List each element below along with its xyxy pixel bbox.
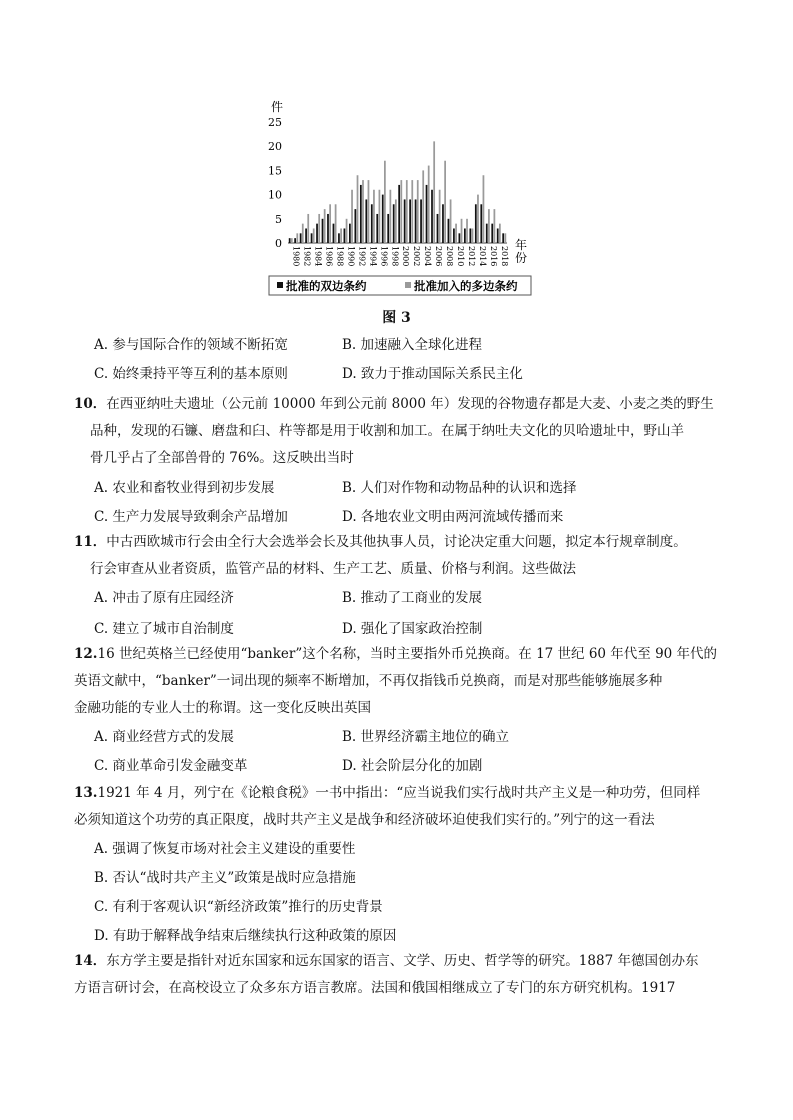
q13-option-d[interactable]: D. 有助于解释战争结束后继续执行这种政策的原因 (94, 928, 397, 944)
q9-option-a[interactable]: A. 参与国际合作的领域不断拓宽 (94, 337, 288, 353)
bar-bilateral-1988 (333, 224, 335, 243)
q10-option-d[interactable]: D. 各地农业文明由两河流域传播而来 (342, 509, 564, 525)
q10-option-a[interactable]: A. 农业和畜牧业得到初步发展 (94, 480, 275, 496)
bar-multilateral-1999 (395, 199, 397, 243)
q10-number: 10． (74, 396, 107, 412)
treaty-bar-chart (255, 95, 545, 300)
bar-multilateral-2008 (444, 161, 446, 243)
bar-bilateral-1984 (311, 233, 313, 243)
bar-multilateral-2015 (483, 175, 485, 243)
x-tick-label: 2010 (455, 246, 465, 267)
y-tick-label: 5 (275, 212, 282, 226)
x-tick-label: 1980 (291, 246, 301, 267)
bar-multilateral-1992 (357, 175, 359, 243)
bar-multilateral-1994 (368, 180, 370, 243)
bar-multilateral-1989 (340, 228, 342, 243)
q12-number: 12. (74, 646, 98, 662)
bar-bilateral-1991 (349, 224, 351, 243)
bar-bilateral-1980 (289, 238, 291, 243)
bar-multilateral-1997 (384, 161, 386, 243)
bar-multilateral-2014 (477, 195, 479, 243)
q10-stem-line2: 品种，发现的石镰、磨盘和臼、杵等都是用于收割和加工。在属于纳吐夫文化的贝哈遗址中，野山羊 (90, 423, 684, 439)
bar-bilateral-2007 (437, 214, 439, 243)
x-tick-label: 1996 (379, 246, 389, 267)
bar-bilateral-1981 (294, 238, 296, 243)
bar-multilateral-2019 (504, 233, 506, 243)
bar-multilateral-2006 (433, 141, 435, 243)
bar-multilateral-1984 (313, 228, 315, 243)
bar-bilateral-1983 (305, 228, 307, 243)
q9-option-c[interactable]: C. 始终秉持平等互利的基本原则 (94, 366, 288, 382)
x-tick-label: 2016 (488, 246, 498, 267)
bar-bilateral-2009 (448, 219, 450, 243)
x-tick-label: 2002 (412, 246, 422, 267)
bar-bilateral-2003 (415, 199, 417, 243)
bar-bilateral-1987 (327, 214, 329, 243)
question-11 (74, 529, 724, 645)
bar-multilateral-1983 (307, 214, 309, 243)
x-tick-label: 1998 (390, 246, 400, 267)
bar-multilateral-1982 (302, 224, 304, 243)
question-14 (74, 948, 724, 1002)
q10-option-b[interactable]: B. 人们对作物和动物品种的认识和选择 (342, 480, 577, 496)
x-axis-label: 份 (515, 251, 528, 265)
bar-multilateral-1995 (373, 190, 375, 243)
bar-bilateral-1989 (338, 233, 340, 243)
bar-bilateral-2015 (480, 204, 482, 243)
q11-option-d[interactable]: D. 强化了国家政治控制 (342, 621, 483, 637)
bar-bilateral-2002 (409, 199, 411, 243)
x-tick-label: 1986 (324, 246, 334, 267)
bar-bilateral-2005 (426, 185, 428, 243)
y-tick-label: 25 (268, 116, 282, 129)
bar-bilateral-1982 (300, 233, 302, 243)
bar-multilateral-2007 (439, 190, 441, 243)
q12-option-a[interactable]: A. 商业经营方式的发展 (94, 729, 234, 745)
bar-multilateral-1987 (329, 204, 331, 243)
bar-bilateral-2000 (398, 185, 400, 243)
x-tick-label: 1994 (368, 246, 378, 267)
q11-stem-line1: 中古西欧城市行会由全行大会选举会长及其他执事人员，讨论决定重大问题，拟定本行规章制度。 (106, 534, 687, 550)
bar-multilateral-2001 (406, 180, 408, 243)
x-tick-label: 2018 (499, 246, 509, 267)
q10-option-c[interactable]: C. 生产力发展导致剩余产品增加 (94, 509, 288, 525)
x-tick-label: 1984 (313, 246, 323, 267)
y-tick-label: 15 (268, 164, 282, 178)
q13-stem-line1: 1921 年 4 月，列宁在《论粮食税》一书中指出：“应当说我们实行战时共产主义是一种功劳，但同样 (97, 785, 701, 801)
bar-bilateral-2008 (442, 204, 444, 243)
bar-bilateral-1990 (344, 228, 346, 243)
bar-multilateral-2016 (488, 209, 490, 243)
bar-bilateral-1993 (360, 185, 362, 243)
bar-bilateral-1995 (371, 204, 373, 243)
q12-stem-line3: 金融功能的专业人士的称谓。这一变化反映出英国 (74, 700, 371, 716)
bar-multilateral-2017 (494, 209, 496, 243)
question-12 (74, 641, 724, 782)
legend-label: 批准的双边条约 (286, 279, 367, 293)
bar-multilateral-2000 (400, 180, 402, 243)
q12-option-d[interactable]: D. 社会阶层分化的加剧 (342, 758, 483, 774)
bar-multilateral-1998 (389, 190, 391, 243)
bar-multilateral-1981 (296, 233, 298, 243)
x-tick-label: 2014 (477, 246, 487, 267)
q13-number: 13. (74, 785, 98, 801)
x-tick-label: 1990 (346, 246, 356, 267)
bar-multilateral-1988 (335, 204, 337, 243)
bar-bilateral-2006 (431, 190, 433, 243)
bar-multilateral-1980 (291, 238, 293, 243)
q10-stem-line1: 在西亚纳吐夫遗址（公元前 10000 年到公元前 8000 年）发现的谷物遗存都是大麦、小麦之类的野生 (106, 396, 714, 412)
bar-bilateral-2010 (453, 228, 455, 243)
q13-option-a[interactable]: A. 强调了恢复市场对社会主义建设的重要性 (94, 841, 356, 857)
question-10 (74, 391, 724, 533)
y-tick-label: 0 (275, 237, 282, 250)
q11-stem-line2: 行会审查从业者资质，监管产品的材料、生产工艺、质量、价格与利润。这些做法 (90, 561, 576, 577)
bar-bilateral-1992 (354, 209, 356, 243)
legend-swatch (277, 282, 283, 288)
x-axis-label: 年 (515, 238, 528, 252)
bar-bilateral-2018 (497, 228, 499, 243)
x-tick-label: 1992 (357, 246, 367, 267)
y-axis-label: 件 (270, 100, 284, 114)
bar-multilateral-2005 (428, 166, 430, 243)
bar-bilateral-1986 (322, 219, 324, 243)
q13-option-b[interactable]: B. 否认“战时共产主义”政策是战时应急措施 (94, 870, 356, 886)
q11-option-a[interactable]: A. 冲击了原有庄园经济 (94, 590, 234, 606)
q12-option-b[interactable]: B. 世界经济霸主地位的确立 (342, 729, 510, 745)
q13-stem-line2: 必须知道这个功劳的真正限度，战时共产主义是战争和经济破坏迫使我们实行的。”列宁的这一看法 (74, 812, 655, 828)
y-tick-label: 20 (268, 140, 282, 154)
bar-multilateral-1986 (324, 209, 326, 243)
x-tick-label: 1982 (302, 246, 312, 267)
bar-multilateral-2013 (472, 228, 474, 243)
legend-label: 批准加入的多边条约 (414, 279, 518, 293)
bar-bilateral-2019 (502, 233, 504, 243)
bar-multilateral-1985 (318, 214, 320, 243)
bar-multilateral-2002 (411, 180, 413, 243)
bar-multilateral-2009 (450, 199, 452, 243)
bar-bilateral-2011 (459, 233, 461, 243)
bar-bilateral-2016 (486, 224, 488, 243)
bar-multilateral-2010 (455, 224, 457, 243)
bar-multilateral-2004 (422, 170, 424, 243)
x-tick-label: 2000 (401, 246, 411, 267)
question-13 (74, 780, 724, 952)
q12-stem-line2: 英语文献中，“banker”一词出现的频率不断增加，不再仅指钱币兑换商，而是对那些能够施展多种 (74, 673, 663, 689)
bar-bilateral-2001 (404, 199, 406, 243)
bar-bilateral-2013 (469, 228, 471, 243)
bar-multilateral-1996 (379, 190, 381, 243)
q14-stem-line2: 方语言研讨会，在高校设立了众多东方语言教席。法国和俄国相继成立了专门的东方研究机构。1917 (74, 980, 676, 996)
question-9 (74, 332, 724, 390)
q13-option-c[interactable]: C. 有利于客观认识“新经济政策”推行的历史背景 (94, 899, 383, 915)
q14-stem-line1: 东方学主要是指针对近东国家和远东国家的语言、文学、历史、哲学等的研究。1887 年德国创办东 (106, 953, 699, 969)
x-tick-label: 2012 (466, 246, 476, 267)
q11-number: 11． (74, 534, 107, 550)
bar-multilateral-1991 (351, 190, 353, 243)
bar-multilateral-2003 (417, 180, 419, 243)
q14-number: 14． (74, 953, 107, 969)
bar-multilateral-2012 (466, 219, 468, 243)
bar-multilateral-1990 (346, 219, 348, 243)
x-tick-label: 1988 (335, 246, 345, 267)
bar-bilateral-2004 (420, 199, 422, 243)
x-tick-label: 2004 (423, 246, 433, 267)
q11-option-b[interactable]: B. 推动了工商业的发展 (342, 590, 483, 606)
bar-multilateral-2018 (499, 224, 501, 243)
figure-caption: 图 3 (382, 310, 411, 326)
bar-multilateral-2011 (461, 219, 463, 243)
q9-option-d[interactable]: D. 致力于推动国际关系民主化 (342, 366, 523, 382)
bar-bilateral-2014 (475, 204, 477, 243)
y-tick-label: 10 (268, 188, 282, 202)
q9-option-b[interactable]: B. 加速融入全球化进程 (342, 337, 483, 353)
bar-bilateral-2012 (464, 228, 466, 243)
bar-bilateral-2017 (491, 224, 493, 243)
bar-bilateral-1994 (365, 199, 367, 243)
q12-stem-line1: 16 世纪英格兰已经使用“banker”这个名称，当时主要指外币兑换商。在 17 世纪 60 年代至 90 年代的 (97, 646, 718, 662)
bar-bilateral-1998 (387, 214, 389, 243)
bar-bilateral-1996 (376, 214, 378, 243)
bar-multilateral-1993 (362, 180, 364, 243)
q12-option-c[interactable]: C. 商业革命引发金融变革 (94, 758, 248, 774)
x-tick-label: 2008 (445, 246, 455, 267)
q11-option-c[interactable]: C. 建立了城市自治制度 (94, 621, 234, 637)
x-tick-label: 2006 (434, 246, 444, 267)
bar-bilateral-1997 (382, 195, 384, 243)
bar-bilateral-1985 (316, 224, 318, 243)
bar-bilateral-1999 (393, 204, 395, 243)
legend-swatch (405, 282, 411, 288)
q10-stem-line3: 骨几乎占了全部兽骨的 76%。这反映出当时 (90, 450, 354, 466)
